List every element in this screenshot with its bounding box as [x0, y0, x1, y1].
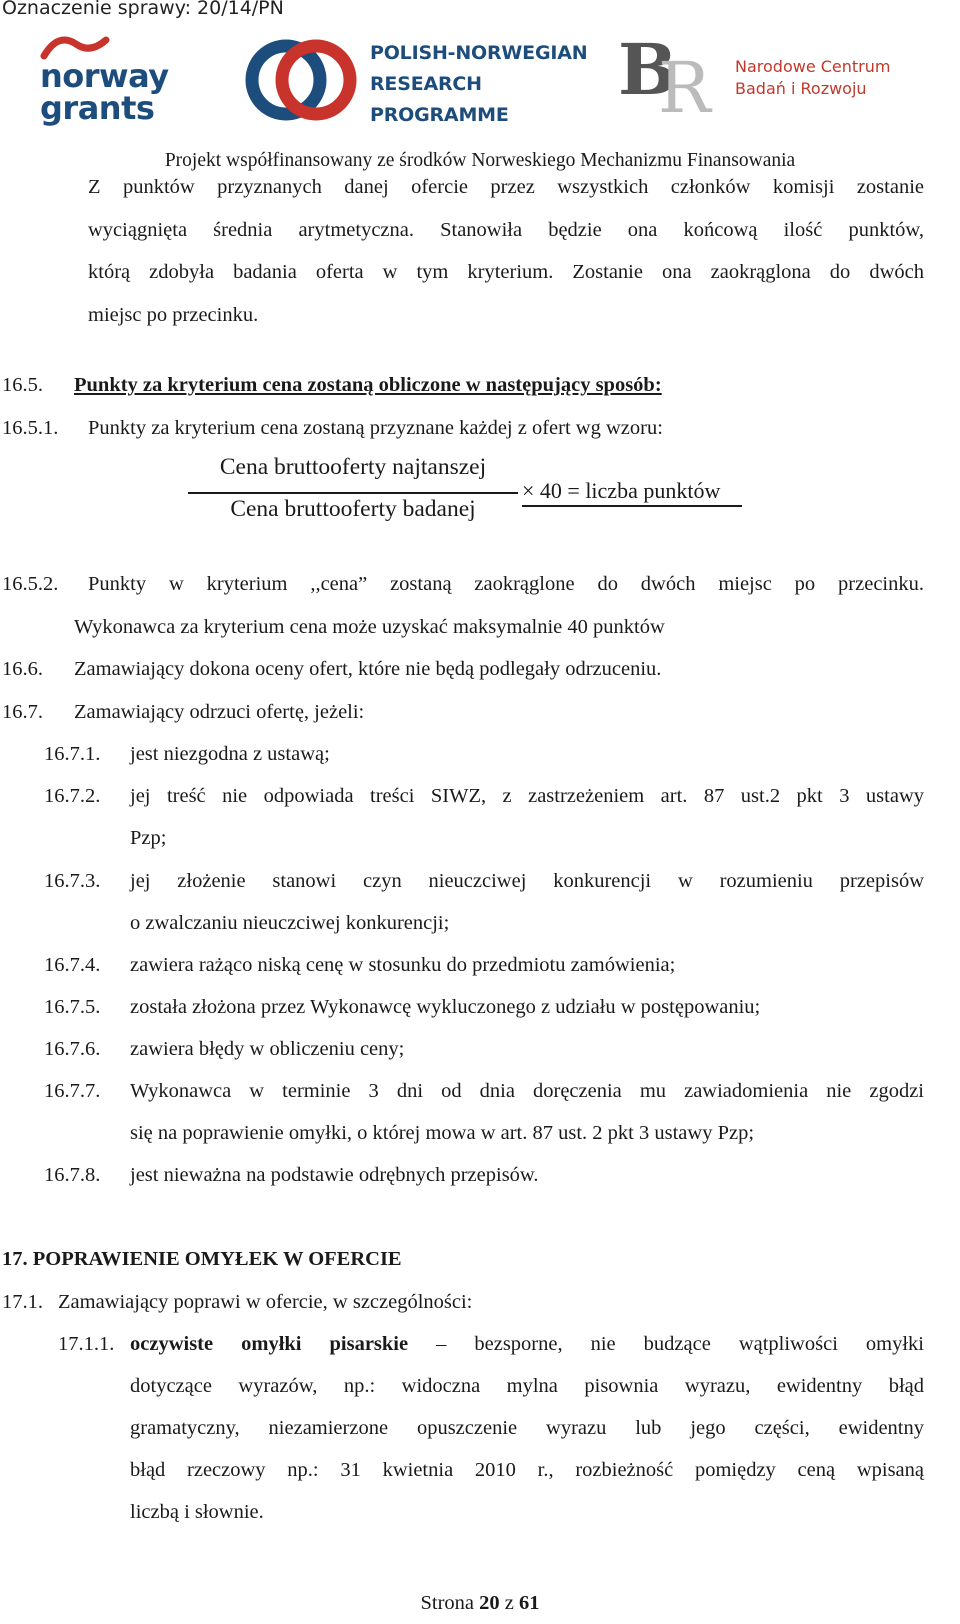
section-text-line-1: Punkty w kryterium ,,cena” zostaną zaokrąglone do dwóch miejsc po przecinku. — [88, 573, 924, 595]
omylki-line: dotyczące wyrazów, np.: widoczna mylna pisownia wyrazu, ewidentny błąd — [130, 1375, 924, 1397]
list-item-number: 16.7.2. — [44, 785, 101, 807]
section-number: 16.6. — [2, 658, 43, 680]
section-number: 16.5.1. — [2, 417, 59, 439]
list-item-text: została złożona przez Wykonawcę wykluczonego z udziału w postępowaniu; — [130, 996, 761, 1018]
section-text-line-2: Wykonawca za kryterium cena może uzyskać maksymalnie 40 punktów — [74, 616, 665, 638]
pnrp-line-1: POLISH-NORWEGIAN — [370, 42, 588, 64]
section-number: 16.5.2. — [2, 573, 59, 595]
grants-word: grants — [40, 89, 155, 127]
list-item-text: zawiera błędy w obliczeniu ceny; — [130, 1038, 405, 1060]
footer-prefix: Strona — [420, 1592, 480, 1614]
list-item-number: 16.7.8. — [44, 1164, 101, 1186]
term-rest: – bezsporne, nie budzące wątpliwości omyłki — [408, 1333, 924, 1355]
ncbr-logo — [618, 34, 930, 124]
list-item-text: zawiera rażąco niską cenę w stosunku do przedmiotu zamówienia; — [130, 954, 676, 976]
price-formula — [188, 454, 518, 534]
list-item-text: Pzp; — [130, 827, 167, 849]
ncbr-line-1: Narodowe Centrum — [735, 57, 891, 76]
list-item-text: jej złożenie stanowi czyn nieuczciwej konkurencji w rozumieniu przepisów — [130, 870, 924, 892]
case-reference: Oznaczenie sprawy: 20/14/PN — [2, 0, 284, 19]
section-number: 16.5. — [2, 374, 43, 396]
list-item-number: 16.7.1. — [44, 743, 101, 765]
current-page: 20 — [479, 1592, 500, 1614]
ncbr-text — [735, 56, 890, 100]
pnrp-rings-icon — [244, 38, 364, 124]
formula-multiplier: × 40 = liczba punktów — [522, 478, 721, 503]
norway-word: norway — [40, 57, 169, 95]
intro-line-3: którą zdobyła badania oferta w tym kryterium. Zostanie ona zaokrąglona do dwóch — [88, 261, 924, 283]
formula-numerator: Cena bruttooferty najtanszej — [219, 454, 487, 480]
norway-grants-logo — [40, 34, 190, 134]
page-footer — [0, 1592, 960, 1615]
section-text: Zamawiający dokona oceny ofert, które nie będą podlegały odrzuceniu. — [74, 658, 662, 680]
pnrp-line-3: PROGRAMME — [370, 104, 509, 126]
intro-line-1: Z punktów przyznanych danej ofercie przez wszystkich członków komisji zostanie — [88, 176, 924, 198]
total-pages: 61 — [519, 1592, 540, 1614]
omylki-first-line — [130, 1323, 924, 1366]
pnrp-logo — [250, 38, 590, 128]
list-item-text: jest nieważna na podstawie odrębnych przepisów. — [130, 1164, 539, 1186]
svg-text:R: R — [658, 47, 711, 124]
pnrp-text — [370, 38, 587, 131]
section-text: Zamawiający odrzuci ofertę, jeżeli: — [74, 701, 365, 723]
section-text: Zamawiający poprawi w ofercie, w szczególności: — [58, 1291, 473, 1313]
cofinancing-note: Projekt współfinansowany ze środków Norweskiego Mechanizmu Finansowania — [164, 150, 796, 171]
list-item-text: Wykonawca w terminie 3 dni od dnia doręczenia mu zawiadomienia nie zgodzi — [130, 1080, 924, 1102]
fraction-bar — [188, 492, 518, 494]
list-item-number: 16.7.7. — [44, 1080, 101, 1102]
list-item-text: o zwalczaniu nieuczciwej konkurencji; — [130, 912, 450, 934]
section-number: 17.1. — [2, 1291, 43, 1313]
section-text: Punkty za kryterium cena zostaną przyznane każdej z ofert wg wzoru: — [88, 417, 663, 439]
omylki-line: gramatyczny, niezamierzone opuszczenie wyrazu lub jego części, ewidentny — [130, 1417, 924, 1439]
omylki-line: liczbą i słownie. — [130, 1501, 264, 1523]
list-item-text: jej treść nie odpowiada treści SIWZ, z zastrzeżeniem art. 87 ust.2 pkt 3 ustawy — [130, 785, 924, 807]
section-number: 16.7. — [2, 701, 43, 723]
list-item-number: 16.7.3. — [44, 870, 101, 892]
omylki-line: błąd rzeczowy np.: 31 kwietnia 2010 r., rozbieżność pomiędzy ceną wpisaną — [130, 1459, 924, 1481]
list-item-number: 16.7.6. — [44, 1038, 101, 1060]
svg-text:B: B — [618, 34, 678, 111]
formula-denominator: Cena bruttooferty badanej — [230, 496, 476, 522]
list-item-number: 16.7.5. — [44, 996, 101, 1018]
ncbr-line-2: Badań i Rozwoju — [735, 79, 867, 98]
list-item-text: się na poprawienie omyłki, o której mowa w art. 87 ust. 2 pkt 3 ustawy Pzp; — [130, 1122, 755, 1144]
list-item-number: 16.7.4. — [44, 954, 101, 976]
list-item-number: 17.1.1. — [58, 1333, 115, 1355]
intro-line-4: miejsc po przecinku. — [88, 304, 259, 326]
section-17-heading: 17. POPRAWIENIE OMYŁEK W OFERCIE — [2, 1248, 402, 1270]
ncbr-br-monogram-icon — [618, 34, 728, 124]
pnrp-line-2: RESEARCH — [370, 73, 482, 95]
term-bold: oczywiste omyłki pisarskie — [130, 1333, 409, 1355]
formula-underline — [522, 505, 742, 507]
intro-line-2: wyciągnięta średnia arytmetyczna. Stanowiła będzie ona końcową ilość punktów, — [88, 219, 924, 241]
footer-mid: z — [499, 1592, 519, 1614]
list-item-text: jest niezgodna z ustawą; — [130, 743, 330, 765]
section-heading: Punkty za kryterium cena zostaną obliczone w następujący sposób: — [74, 374, 662, 396]
